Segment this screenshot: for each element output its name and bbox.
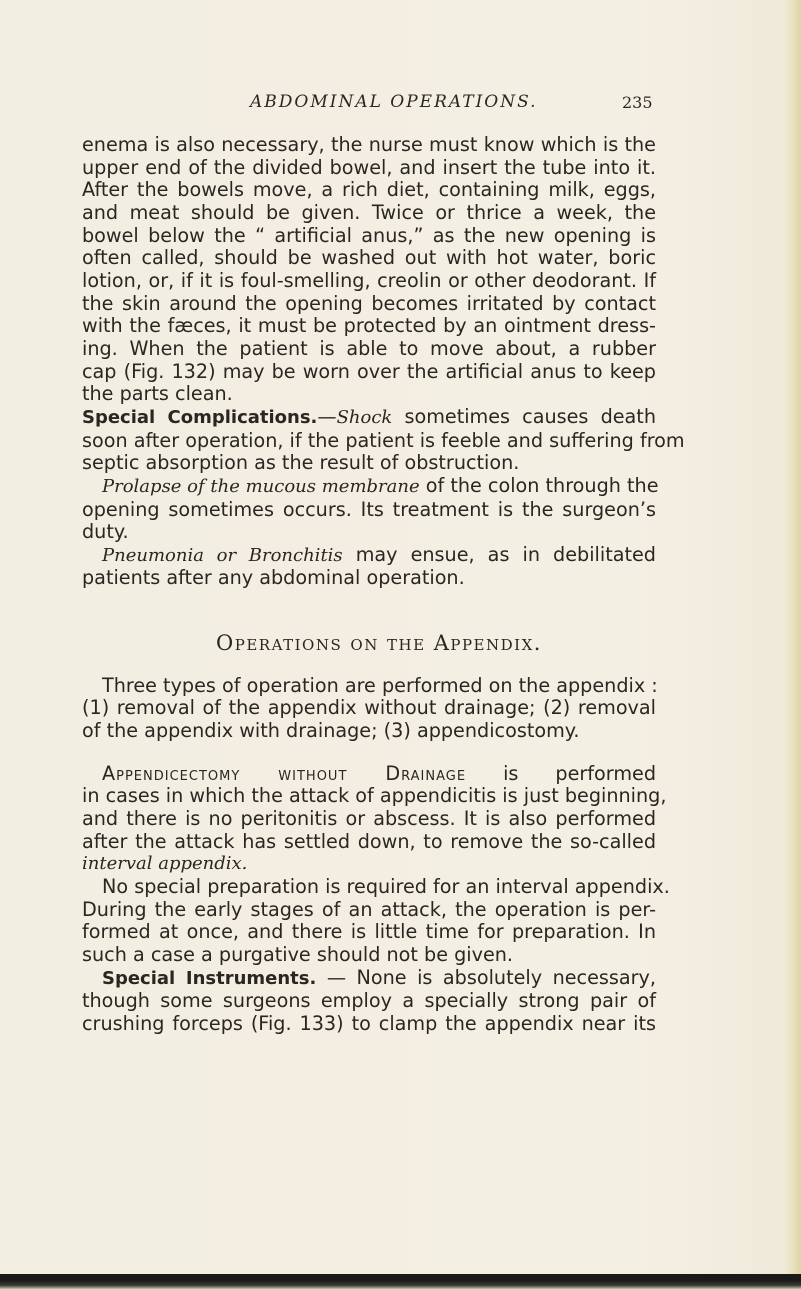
text-line: the skin around the opening becomes irritated by contact	[82, 291, 656, 315]
paragraph-prolapse	[82, 473, 659, 544]
text-line: cap (Fig. 132) may be worn over the artificial anus to keep	[82, 359, 656, 383]
text-line: No special preparation is required for an interval appendix.	[102, 875, 670, 899]
text-line: During the early stages of an attack, the operation is per-	[82, 897, 656, 921]
page-header	[0, 92, 801, 122]
paragraph-appendicectomy	[82, 761, 667, 876]
text-line	[82, 967, 656, 991]
italic-term: interval appendix.	[82, 853, 248, 875]
text-line: patients after any abdominal operation.	[82, 566, 465, 590]
text-line: formed at once, and there is little time for preparation. In	[82, 920, 656, 944]
text-line: lotion, or, if it is foul-smelling, creolin or other deodorant. If	[82, 268, 656, 292]
run-in-heading: Special Complications.	[82, 406, 318, 428]
text-line: after the attack has settled down, to remove the so-called	[82, 829, 656, 853]
text-line	[82, 544, 656, 568]
page-edge-shadow	[785, 0, 801, 1275]
text-line: soon after operation, if the patient is feeble and suffering from	[82, 428, 685, 452]
paragraph-pneumonia	[82, 544, 656, 590]
text-line	[82, 763, 656, 786]
text-line: enema is also necessary, the nurse must know which is the	[82, 133, 656, 156]
text-run: sometimes causes death	[392, 404, 656, 428]
running-head: ABDOMINAL OPERATIONS.	[250, 92, 538, 112]
paragraph-special-instruments	[82, 967, 656, 1036]
text-line: of the appendix with drainage; (3) appendicostomy.	[82, 719, 580, 743]
text-line: though some surgeons employ a specially strong pair of	[82, 989, 656, 1013]
em-dash: —	[317, 404, 337, 428]
italic-term: Shock	[336, 406, 393, 428]
text-line: duty.	[82, 520, 129, 544]
text-line: After the bowels move, a rich diet, containing milk, eggs,	[82, 178, 656, 202]
text-line: opening sometimes occurs. Its treatment is the surgeon’s	[82, 497, 656, 521]
text-line: the parts clean.	[82, 382, 233, 406]
text-line: Three types of operation are performed on the appendix :	[102, 673, 658, 697]
small-caps-term: Appendicectomy without Drainage	[102, 761, 467, 785]
text-run: None is absolutely necessary,	[356, 965, 657, 989]
paragraph-preparation	[82, 875, 670, 967]
italic-term: Bronchitis	[248, 544, 343, 566]
page-body	[82, 133, 685, 1036]
text-line: (1) removal of the appendix without drainage; (2) removal	[82, 696, 656, 720]
text-line: crushing forceps (Fig. 133) to clamp the appendix near its	[82, 1011, 656, 1035]
text-line	[82, 406, 656, 430]
text-run: is performed	[466, 761, 657, 785]
run-in-heading: Special Instruments.	[102, 967, 317, 989]
text-line: in cases in which the attack of appendicitis is just beginning,	[82, 784, 667, 808]
text-line	[82, 473, 659, 499]
em-dash: —	[316, 965, 357, 989]
text-run: of the colon through the	[419, 473, 659, 497]
italic-term: Pneumonia	[102, 544, 204, 566]
text-run: may ensue, as in debilitated	[342, 542, 656, 566]
paragraph-gap	[82, 743, 656, 763]
page-number: 235	[622, 93, 653, 112]
text-line: such a case a purgative should not be given.	[82, 943, 514, 966]
text-line: and there is no peritonitis or abscess. It is also performed	[82, 807, 656, 831]
text-line: bowel below the “ artificial anus,” as the new opening is	[82, 223, 656, 247]
italic-conjunction: or	[203, 544, 249, 566]
scan-bottom-border	[0, 1274, 801, 1290]
text-line: septic absorption as the result of obstruction.	[82, 451, 520, 475]
text-line: upper end of the divided bowel, and insert the tube into it.	[82, 155, 656, 179]
text-line: ing. When the patient is able to move about, a rubber	[82, 336, 656, 360]
text-line: and meat should be given. Twice or thrice a week, the	[82, 200, 656, 224]
text-line: often called, should be washed out with hot water, boric	[82, 246, 656, 270]
section-heading: Operations on the Appendix.	[216, 631, 542, 656]
italic-term: Prolapse of the mucous membrane	[102, 475, 420, 497]
paragraph-enema-care	[82, 134, 656, 406]
paragraph-special-complications	[82, 404, 685, 475]
paragraph-operation-types	[82, 675, 656, 743]
text-line: with the fæces, it must be protected by an ointment dress-	[82, 314, 656, 338]
